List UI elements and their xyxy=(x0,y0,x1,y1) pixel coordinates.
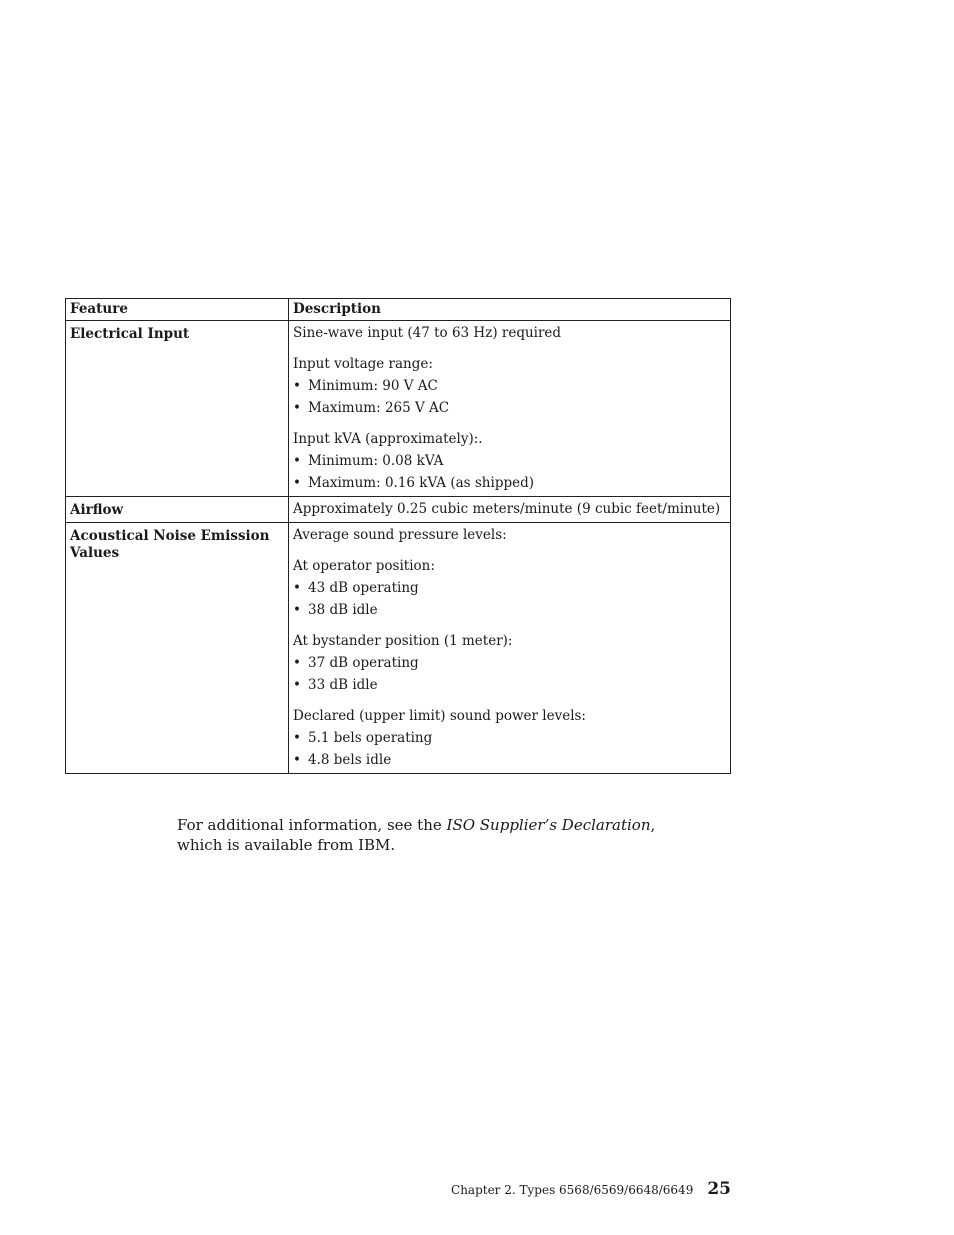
bullet-icon: • xyxy=(293,602,301,618)
description-cell xyxy=(289,523,731,774)
table-body xyxy=(66,321,731,774)
list-item xyxy=(293,397,726,419)
bullet-list xyxy=(293,375,726,419)
bullet-list xyxy=(293,577,726,621)
bullet-icon: • xyxy=(293,730,301,746)
list-item xyxy=(293,472,726,494)
bullet-icon: • xyxy=(293,378,301,394)
list-item xyxy=(293,577,726,599)
list-item-text: 33 dB idle xyxy=(308,677,378,693)
list-item-text: 4.8 bels idle xyxy=(308,752,392,768)
list-item xyxy=(293,727,726,749)
bullet-icon: • xyxy=(293,752,301,768)
chapter-title: Chapter 2. Types 6568/6569/6648/6649 xyxy=(451,1183,694,1197)
description-text: Input voltage range: xyxy=(293,356,433,372)
additional-info-note xyxy=(177,815,697,855)
list-item-text: 5.1 bels operating xyxy=(308,730,433,746)
description-text: Declared (upper limit) sound power levels: xyxy=(293,708,586,724)
list-item-text: 38 dB idle xyxy=(308,602,378,618)
description-cell xyxy=(289,321,731,497)
list-item-text: 37 dB operating xyxy=(308,655,419,671)
description-text: Average sound pressure levels: xyxy=(293,527,507,543)
list-item xyxy=(293,652,726,674)
table-row xyxy=(66,497,731,523)
bullet-icon: • xyxy=(293,453,301,469)
note-text-before: For additional information, see the xyxy=(177,816,447,834)
description-text: At operator position: xyxy=(293,558,435,574)
table-row xyxy=(66,321,731,497)
bullet-list xyxy=(293,652,726,696)
list-item xyxy=(293,674,726,696)
bullet-icon: • xyxy=(293,400,301,416)
list-item-text: 43 dB operating xyxy=(308,580,419,596)
list-item-text: Minimum: 90 V AC xyxy=(308,378,438,394)
list-item xyxy=(293,599,726,621)
page-footer xyxy=(451,1179,731,1199)
description-text: Input kVA (approximately):. xyxy=(293,431,483,447)
feature-cell: Acoustical Noise Emission Values xyxy=(66,523,289,774)
note-document-title: ISO Supplier’s Declaration xyxy=(446,816,651,834)
table-row xyxy=(66,523,731,774)
description-cell xyxy=(289,497,731,523)
description-text: At bystander position (1 meter): xyxy=(293,633,513,649)
header-description: Description xyxy=(289,299,731,321)
description-text: Approximately 0.25 cubic meters/minute (9 cubic feet/minute) xyxy=(293,501,721,517)
list-item-text: Minimum: 0.08 kVA xyxy=(308,453,444,469)
bullet-icon: • xyxy=(293,475,301,491)
bullet-list xyxy=(293,727,726,771)
feature-cell: Electrical Input xyxy=(66,321,289,497)
list-item xyxy=(293,749,726,771)
description-text: Sine-wave input (47 to 63 Hz) required xyxy=(293,325,562,341)
page-number: 25 xyxy=(707,1179,731,1199)
list-item-text: Maximum: 265 V AC xyxy=(308,400,450,416)
header-feature: Feature xyxy=(66,299,289,321)
bullet-icon: • xyxy=(293,580,301,596)
bullet-icon: • xyxy=(293,655,301,671)
bullet-icon: • xyxy=(293,677,301,693)
list-item xyxy=(293,450,726,472)
specifications-table xyxy=(65,298,731,774)
table-header-row xyxy=(66,299,731,321)
note-text-after: , which is available from IBM. xyxy=(177,816,656,854)
list-item-text: Maximum: 0.16 kVA (as shipped) xyxy=(308,475,534,491)
list-item xyxy=(293,375,726,397)
bullet-list xyxy=(293,450,726,494)
feature-cell: Airflow xyxy=(66,497,289,523)
